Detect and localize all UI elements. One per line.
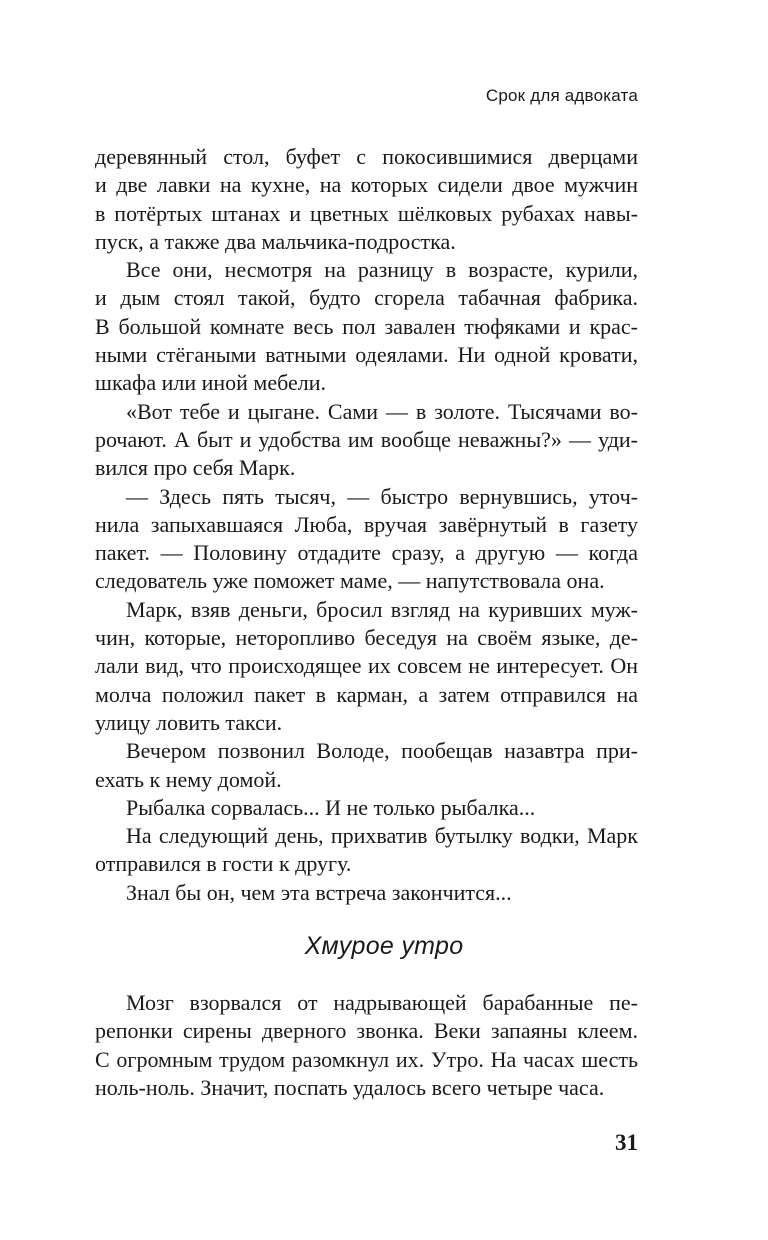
text-line: чин, которые, неторопливо беседуя на своём языке, де-	[95, 625, 638, 651]
text-line: Марк, взяв деньги, бросил взгляд на куривших муж-	[126, 596, 638, 622]
text-line: Вечером позвонил Володе, пообещав назавтра при-	[126, 738, 638, 764]
text-line: На следующий день, прихватив бутылку водки, Марк	[126, 823, 638, 849]
text-line: улицу ловить такси.	[95, 709, 283, 735]
text-line: в потёртых штанах и цветных шёлковых рубахах навы-	[95, 200, 638, 226]
text-line: ными стёгаными ватными одеялами. Ни одной кровати,	[95, 342, 638, 368]
text-line: лали вид, что происходящее их совсем не интересует. Он	[95, 653, 638, 679]
text-line: рочают. А быт и удобства им вообще неважны?» — уди-	[95, 426, 638, 452]
chapter-text	[95, 989, 638, 1102]
paragraph	[95, 483, 638, 596]
paragraph	[95, 398, 638, 483]
text-line: деревянный стол, буфет с покосившимися дверцами	[95, 144, 638, 169]
paragraph	[95, 143, 638, 256]
text-line: нила запыхавшаяся Люба, вручая завёрнутый в газету	[95, 511, 638, 537]
text-line: шкафа или иной мебели.	[95, 370, 327, 396]
text-line: пакет. — Половину отдадите сразу, а другую — когда	[95, 540, 638, 566]
paragraph	[95, 737, 638, 794]
text-line: Мозг взорвался от надрывающей барабанные пе-	[126, 990, 638, 1015]
text-line: пуск, а также два мальчика-подростка.	[95, 228, 456, 254]
text-line: следователь уже поможет маме, — напутствовала она.	[95, 568, 605, 594]
text-line: ноль-ноль. Значит, поспать удалось всего четыре часа.	[95, 1074, 605, 1100]
text-line: Знал бы он, чем эта встреча закончится...	[126, 879, 512, 905]
text-line: — Здесь пять тысяч, — быстро вернувшись, уточ-	[126, 483, 638, 509]
text-line: С огромным трудом разомкнул их. Утро. На часах шесть	[95, 1046, 638, 1072]
body-text	[95, 143, 638, 907]
text-line: репонки сирены дверного звонка. Веки запаяны клеем.	[95, 1018, 638, 1044]
running-head: Срок для адвоката	[485, 86, 638, 105]
text-line: и дым стоял такой, будто сгорела табачная фабрика.	[95, 285, 638, 311]
paragraph	[95, 822, 638, 879]
text-line: ехать к нему домой.	[95, 766, 282, 792]
paragraph	[95, 794, 638, 822]
page-number: 31	[615, 1130, 638, 1155]
text-line: Все они, несмотря на разницу в возрасте, курили,	[126, 257, 638, 283]
paragraph	[95, 596, 638, 737]
paragraph	[95, 989, 638, 1102]
chapter-title: Хмурое утро	[304, 932, 464, 960]
text-line: Рыбалка сорвалась... И не только рыбалка...	[126, 794, 536, 820]
text-line: В большой комнате весь пол завален тюфяками и крас-	[95, 313, 638, 339]
text-line: отправился в гости к другу.	[95, 851, 352, 877]
paragraph	[95, 879, 638, 907]
text-line: молча положил пакет в карман, а затем отправился на	[95, 681, 638, 707]
paragraph	[95, 256, 638, 397]
text-line: вился про себя Марк.	[95, 455, 296, 481]
text-line: и две лавки на кухне, на которых сидели двое мужчин	[95, 172, 638, 198]
text-line: «Вот тебе и цыгане. Сами — в золоте. Тысячами во-	[126, 398, 638, 424]
